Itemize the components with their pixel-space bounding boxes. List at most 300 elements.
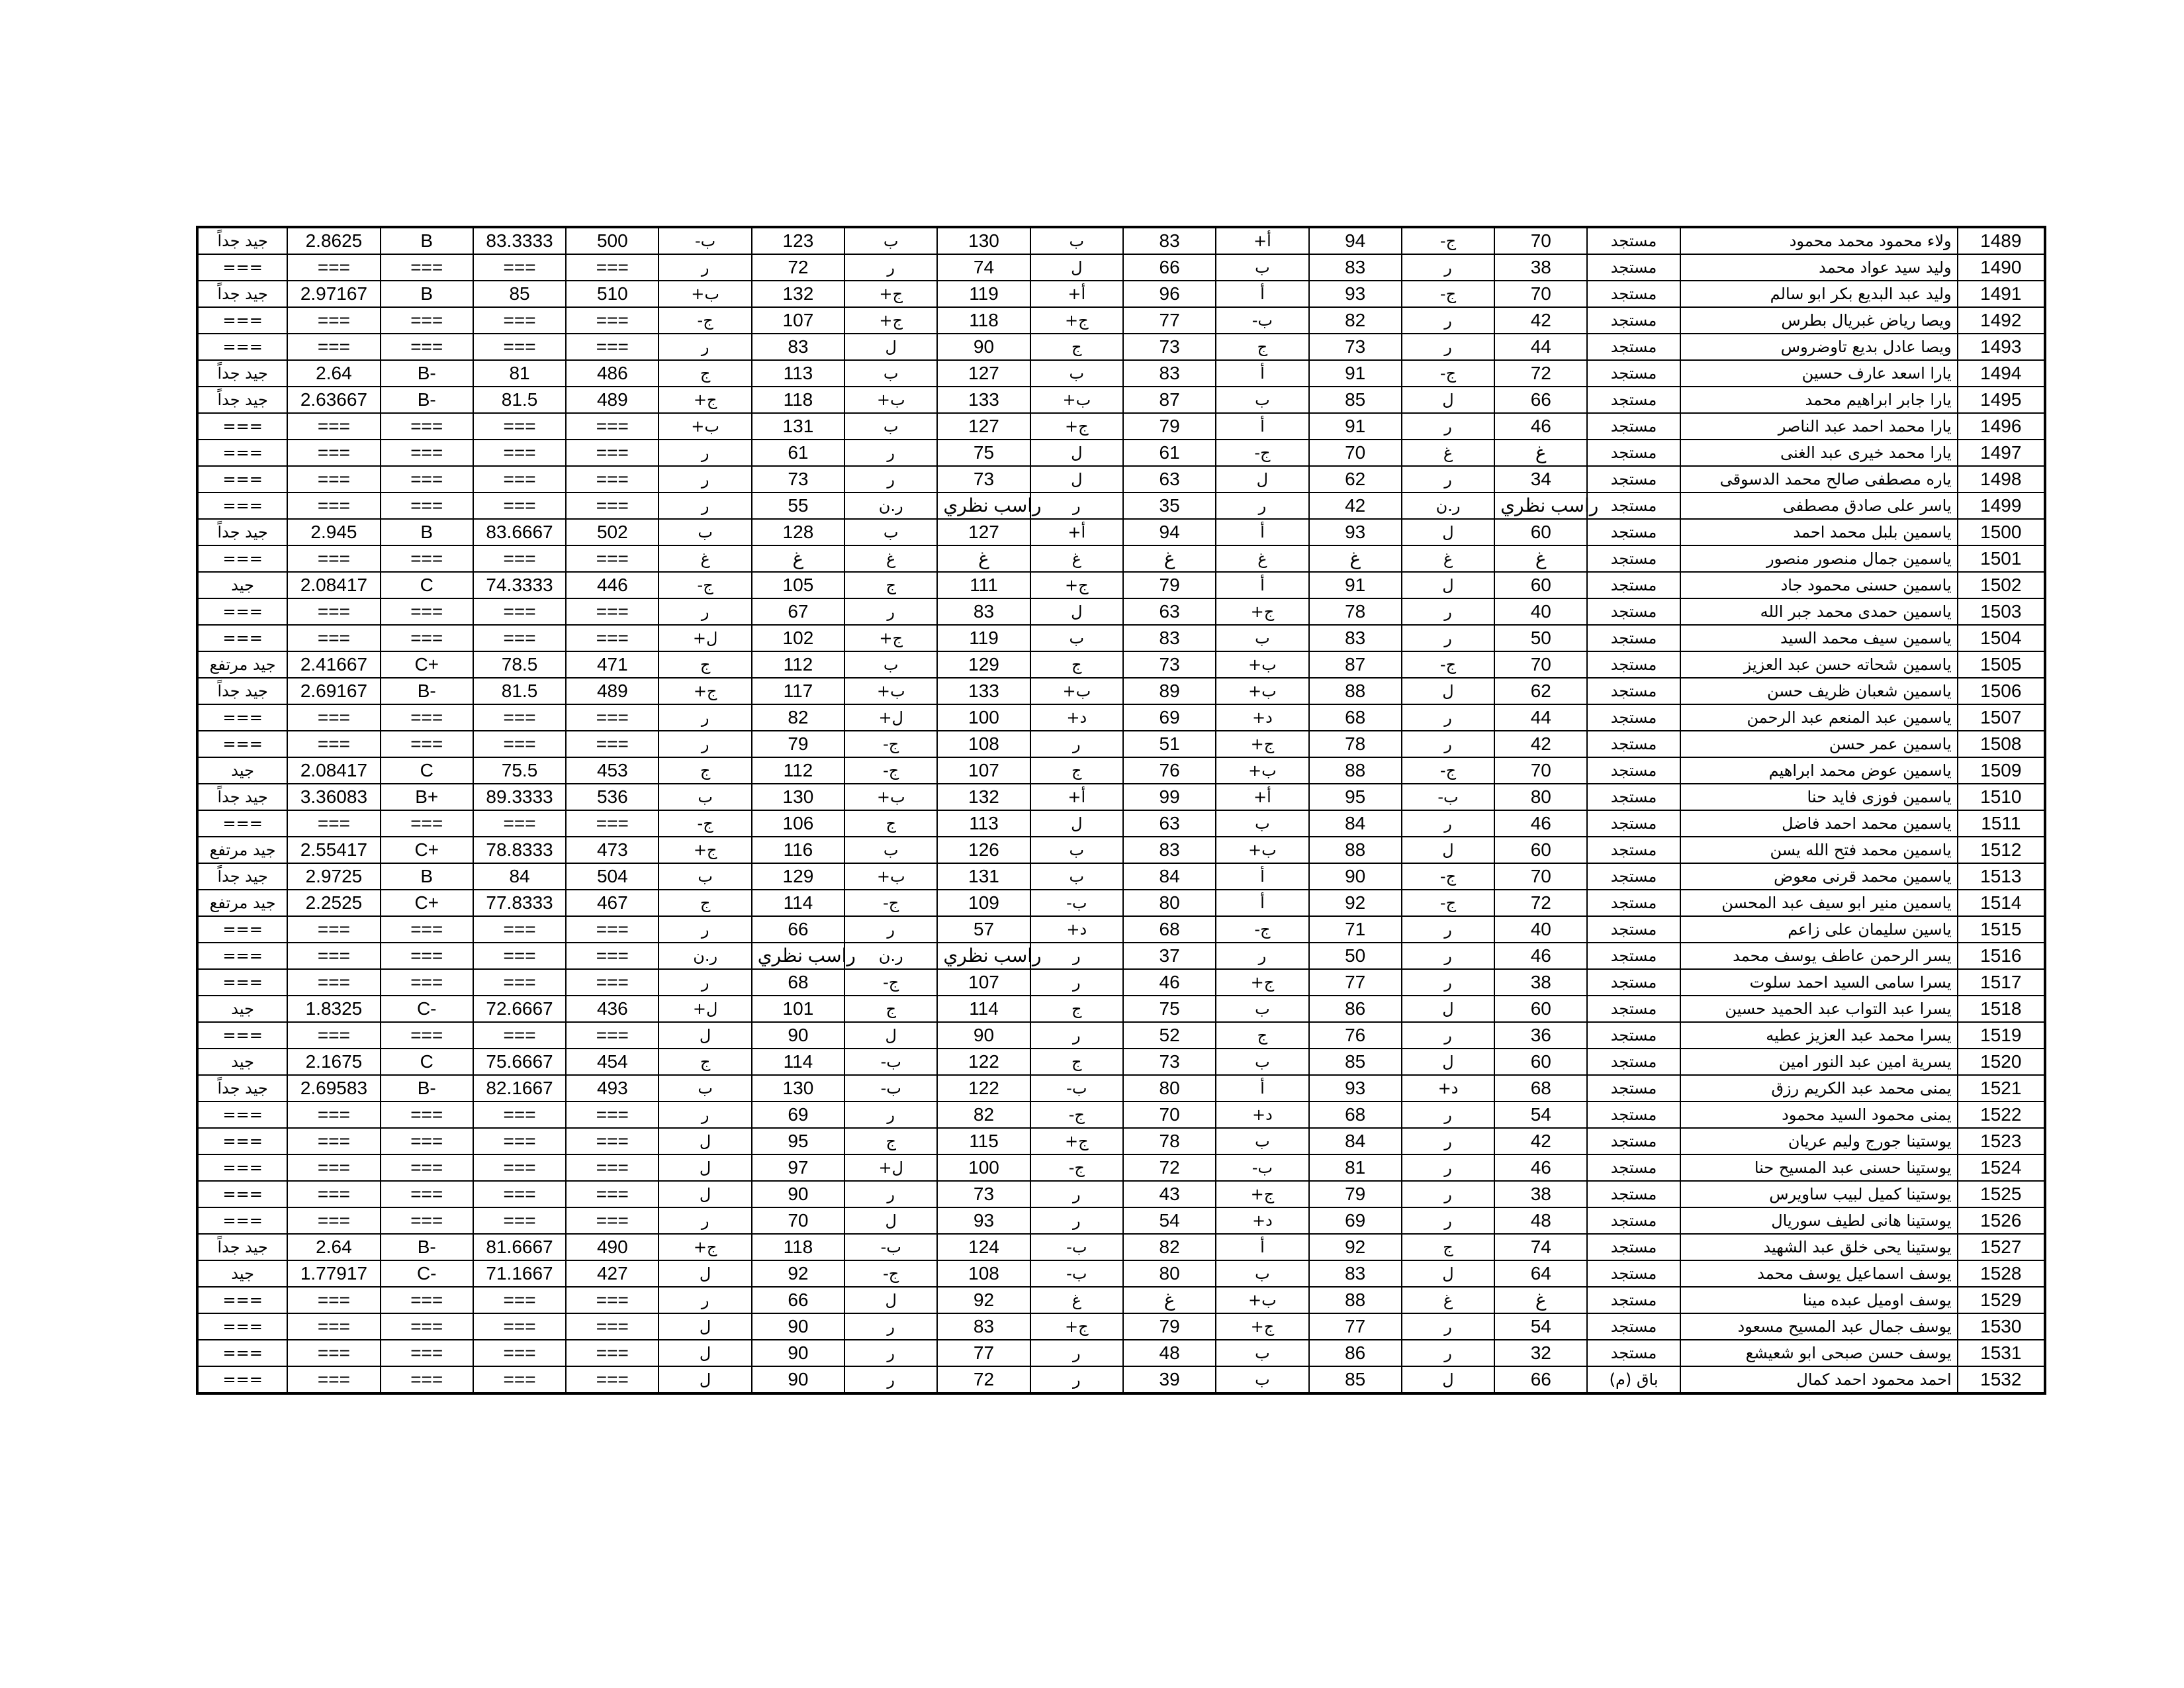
student-name: يسرا سامى السيد احمد سلوت xyxy=(1680,969,1958,996)
subject5-score: 82 xyxy=(752,704,844,731)
gpa: 2.64 xyxy=(287,1234,380,1260)
overall-rating: === xyxy=(197,466,287,492)
subject1-score: 46 xyxy=(1494,943,1587,969)
subject1-score: 62 xyxy=(1494,678,1587,704)
subject3-score: 83 xyxy=(1123,227,1216,254)
subject5-grade: ج xyxy=(659,360,751,387)
subject1-score: 50 xyxy=(1494,625,1587,651)
subject3-score: 79 xyxy=(1123,413,1216,440)
subject5-grade: ج+ xyxy=(659,837,751,863)
table-row xyxy=(197,466,2045,492)
percentage: === xyxy=(473,731,566,757)
subject1-grade: غ xyxy=(1402,440,1494,466)
enrollment-status: مستجد xyxy=(1587,413,1680,440)
subject1-score: 80 xyxy=(1494,784,1587,810)
subject4-grade: ر xyxy=(844,1181,937,1207)
overall-rating: جيد xyxy=(197,996,287,1022)
subject3-score: 73 xyxy=(1123,1049,1216,1075)
subject1-score: 60 xyxy=(1494,996,1587,1022)
subject3-score: 76 xyxy=(1123,757,1216,784)
overall-rating: جيد جداً xyxy=(197,678,287,704)
subject4-grade: ج+ xyxy=(844,307,937,334)
enrollment-status: مستجد xyxy=(1587,254,1680,281)
letter-grade: === xyxy=(381,943,473,969)
subject5-grade: ج+ xyxy=(659,1234,751,1260)
student-name: يسرية امين عبد النور امين xyxy=(1680,1049,1958,1075)
subject1-score: 70 xyxy=(1494,863,1587,890)
enrollment-status: مستجد xyxy=(1587,1313,1680,1340)
student-name: يوستينا جورج وليم عريان xyxy=(1680,1128,1958,1154)
letter-grade: B- xyxy=(381,1234,473,1260)
subject5-score: 90 xyxy=(752,1313,844,1340)
subject3-score: 52 xyxy=(1123,1022,1216,1049)
letter-grade: === xyxy=(381,1128,473,1154)
enrollment-status: مستجد xyxy=(1587,757,1680,784)
total-score: === xyxy=(566,413,659,440)
table-row xyxy=(197,943,2045,969)
subject2-grade: أ xyxy=(1216,1075,1308,1102)
gpa: === xyxy=(287,943,380,969)
gpa: === xyxy=(287,440,380,466)
student-id: 1516 xyxy=(1958,943,2045,969)
subject3-grade: ج xyxy=(1030,757,1123,784)
percentage: === xyxy=(473,704,566,731)
student-id: 1527 xyxy=(1958,1234,2045,1260)
total-score: 427 xyxy=(566,1260,659,1287)
percentage: === xyxy=(473,1366,566,1393)
table-row xyxy=(197,1154,2045,1181)
gpa: === xyxy=(287,704,380,731)
subject1-grade: ر xyxy=(1402,1340,1494,1366)
percentage: === xyxy=(473,916,566,943)
subject4-score: 100 xyxy=(937,704,1030,731)
total-score: === xyxy=(566,1340,659,1366)
grades-table xyxy=(196,226,2046,1395)
student-name: يارا محمد خيرى عبد الغنى xyxy=(1680,440,1958,466)
subject2-grade: ب xyxy=(1216,625,1308,651)
gpa: 2.55417 xyxy=(287,837,380,863)
subject3-score: 51 xyxy=(1123,731,1216,757)
enrollment-status: مستجد xyxy=(1587,863,1680,890)
subject2-grade: ر xyxy=(1216,492,1308,519)
overall-rating: === xyxy=(197,1102,287,1128)
subject3-score: 66 xyxy=(1123,254,1216,281)
subject1-grade: ر xyxy=(1402,1128,1494,1154)
overall-rating: === xyxy=(197,440,287,466)
subject1-score: 38 xyxy=(1494,969,1587,996)
student-id: 1510 xyxy=(1958,784,2045,810)
total-score: === xyxy=(566,1128,659,1154)
subject5-grade: ر xyxy=(659,492,751,519)
table-row xyxy=(197,1260,2045,1287)
subject2-grade: ج- xyxy=(1216,440,1308,466)
subject1-grade: ر xyxy=(1402,254,1494,281)
subject4-grade: ج xyxy=(844,996,937,1022)
subject3-grade: ج+ xyxy=(1030,413,1123,440)
subject3-grade: ب xyxy=(1030,625,1123,651)
subject1-grade: ج- xyxy=(1402,227,1494,254)
subject4-grade: ب xyxy=(844,837,937,863)
subject3-score: 84 xyxy=(1123,863,1216,890)
gpa: === xyxy=(287,969,380,996)
subject3-score: 80 xyxy=(1123,890,1216,916)
subject1-score: 60 xyxy=(1494,837,1587,863)
overall-rating: === xyxy=(197,625,287,651)
total-score: 489 xyxy=(566,678,659,704)
subject1-grade: ج- xyxy=(1402,360,1494,387)
student-id: 1501 xyxy=(1958,545,2045,572)
letter-grade: B- xyxy=(381,360,473,387)
percentage: === xyxy=(473,598,566,625)
student-id: 1514 xyxy=(1958,890,2045,916)
overall-rating: جيد جداً xyxy=(197,227,287,254)
subject4-score: 90 xyxy=(937,334,1030,360)
table-row xyxy=(197,625,2045,651)
enrollment-status: مستجد xyxy=(1587,969,1680,996)
subject5-grade: ل xyxy=(659,1128,751,1154)
gpa: === xyxy=(287,1313,380,1340)
enrollment-status: مستجد xyxy=(1587,598,1680,625)
student-id: 1513 xyxy=(1958,863,2045,890)
total-score: 486 xyxy=(566,360,659,387)
student-name: يوستينا حسنى عبد المسيح حنا xyxy=(1680,1154,1958,1181)
subject5-grade: ر xyxy=(659,1207,751,1234)
subject3-score: غ xyxy=(1123,545,1216,572)
subject2-score: 83 xyxy=(1309,625,1402,651)
subject1-grade: ر xyxy=(1402,810,1494,837)
subject1-score: 44 xyxy=(1494,704,1587,731)
letter-grade: B+ xyxy=(381,784,473,810)
enrollment-status: مستجد xyxy=(1587,227,1680,254)
subject1-grade: ل xyxy=(1402,1366,1494,1393)
subject2-grade: غ xyxy=(1216,545,1308,572)
student-name: يوسف اوميل عبده مينا xyxy=(1680,1287,1958,1313)
subject4-grade: ر xyxy=(844,598,937,625)
student-id: 1525 xyxy=(1958,1181,2045,1207)
enrollment-status: مستجد xyxy=(1587,890,1680,916)
student-name: ياسين سليمان على زاعم xyxy=(1680,916,1958,943)
letter-grade: === xyxy=(381,1181,473,1207)
subject4-grade: ب+ xyxy=(844,863,937,890)
total-score: === xyxy=(566,731,659,757)
letter-grade: C- xyxy=(381,1260,473,1287)
subject3-grade: غ xyxy=(1030,1287,1123,1313)
student-name: وليد عبد البديع بكر ابو سالم xyxy=(1680,281,1958,307)
subject2-score: 73 xyxy=(1309,334,1402,360)
subject1-grade: ج- xyxy=(1402,863,1494,890)
overall-rating: === xyxy=(197,1287,287,1313)
table-row xyxy=(197,413,2045,440)
subject1-grade: د+ xyxy=(1402,1075,1494,1102)
overall-rating: جيد جداً xyxy=(197,863,287,890)
subject3-score: 96 xyxy=(1123,281,1216,307)
subject2-score: 92 xyxy=(1309,1234,1402,1260)
enrollment-status: مستجد xyxy=(1587,334,1680,360)
subject1-grade: ر xyxy=(1402,598,1494,625)
enrollment-status: مستجد xyxy=(1587,1287,1680,1313)
subject4-score: 124 xyxy=(937,1234,1030,1260)
gpa: 2.08417 xyxy=(287,572,380,598)
subject2-grade: ب+ xyxy=(1216,757,1308,784)
subject2-score: غ xyxy=(1309,545,1402,572)
student-id: 1526 xyxy=(1958,1207,2045,1234)
subject4-score: 119 xyxy=(937,281,1030,307)
subject1-grade: ج xyxy=(1402,1234,1494,1260)
subject4-score: 75 xyxy=(937,440,1030,466)
percentage: 75.6667 xyxy=(473,1049,566,1075)
subject2-grade: ل xyxy=(1216,466,1308,492)
overall-rating: === xyxy=(197,413,287,440)
total-score: 467 xyxy=(566,890,659,916)
subject1-grade: ر xyxy=(1402,916,1494,943)
subject1-score: 64 xyxy=(1494,1260,1587,1287)
subject5-grade: ر xyxy=(659,466,751,492)
subject5-score: 90 xyxy=(752,1022,844,1049)
total-score: === xyxy=(566,1154,659,1181)
subject5-grade: ل+ xyxy=(659,996,751,1022)
subject2-grade: ب+ xyxy=(1216,1287,1308,1313)
subject4-grade: ب- xyxy=(844,1075,937,1102)
subject3-score: 68 xyxy=(1123,916,1216,943)
subject1-score: 60 xyxy=(1494,1049,1587,1075)
letter-grade: === xyxy=(381,492,473,519)
letter-grade: B xyxy=(381,281,473,307)
percentage: === xyxy=(473,1207,566,1234)
subject2-score: 94 xyxy=(1309,227,1402,254)
subject4-score: غ xyxy=(937,545,1030,572)
overall-rating: === xyxy=(197,916,287,943)
student-name: يارا اسعد عارف حسين xyxy=(1680,360,1958,387)
gpa: 3.36083 xyxy=(287,784,380,810)
subject5-score: 114 xyxy=(752,890,844,916)
letter-grade: === xyxy=(381,334,473,360)
table-row xyxy=(197,1022,2045,1049)
subject4-score: 57 xyxy=(937,916,1030,943)
letter-grade: === xyxy=(381,1154,473,1181)
enrollment-status: مستجد xyxy=(1587,1207,1680,1234)
subject4-score: 119 xyxy=(937,625,1030,651)
subject1-score: غ xyxy=(1494,545,1587,572)
enrollment-status: مستجد xyxy=(1587,281,1680,307)
letter-grade: === xyxy=(381,1313,473,1340)
total-score: === xyxy=(566,1313,659,1340)
subject5-grade: ج xyxy=(659,890,751,916)
percentage: === xyxy=(473,625,566,651)
enrollment-status: مستجد xyxy=(1587,572,1680,598)
subject2-score: 68 xyxy=(1309,704,1402,731)
subject1-score: 34 xyxy=(1494,466,1587,492)
table-row xyxy=(197,281,2045,307)
subject4-score: 108 xyxy=(937,731,1030,757)
subject5-grade: ل xyxy=(659,1181,751,1207)
subject3-score: 35 xyxy=(1123,492,1216,519)
letter-grade: B xyxy=(381,227,473,254)
total-score: 454 xyxy=(566,1049,659,1075)
subject5-score: 113 xyxy=(752,360,844,387)
subject1-grade: ل xyxy=(1402,387,1494,413)
subject3-grade: أ+ xyxy=(1030,519,1123,545)
student-id: 1529 xyxy=(1958,1287,2045,1313)
subject4-score: 132 xyxy=(937,784,1030,810)
subject5-grade: ل xyxy=(659,1260,751,1287)
subject5-score: 68 xyxy=(752,969,844,996)
gpa: === xyxy=(287,492,380,519)
subject4-score: 108 xyxy=(937,1260,1030,1287)
total-score: === xyxy=(566,969,659,996)
gpa: === xyxy=(287,545,380,572)
subject4-grade: ب+ xyxy=(844,387,937,413)
student-name: يسرا محمد عبد العزيز عطيه xyxy=(1680,1022,1958,1049)
student-name: يوستينا هانى لطيف سوريال xyxy=(1680,1207,1958,1234)
table-row xyxy=(197,1287,2045,1313)
subject4-grade: ل+ xyxy=(844,1154,937,1181)
enrollment-status: مستجد xyxy=(1587,545,1680,572)
subject2-grade: أ xyxy=(1216,519,1308,545)
percentage: 83.3333 xyxy=(473,227,566,254)
subject3-score: 87 xyxy=(1123,387,1216,413)
subject1-score: 68 xyxy=(1494,1075,1587,1102)
percentage: === xyxy=(473,1022,566,1049)
letter-grade: === xyxy=(381,1366,473,1393)
subject4-score: 107 xyxy=(937,969,1030,996)
subject4-score: 83 xyxy=(937,1313,1030,1340)
subject1-score: 70 xyxy=(1494,227,1587,254)
subject2-score: 85 xyxy=(1309,1366,1402,1393)
subject2-score: 76 xyxy=(1309,1022,1402,1049)
gpa: === xyxy=(287,625,380,651)
enrollment-status: مستجد xyxy=(1587,704,1680,731)
subject4-score: راسب نظري xyxy=(937,492,1030,519)
subject3-score: 61 xyxy=(1123,440,1216,466)
percentage: 89.3333 xyxy=(473,784,566,810)
letter-grade: B xyxy=(381,519,473,545)
table-row xyxy=(197,678,2045,704)
subject1-grade: ل xyxy=(1402,519,1494,545)
overall-rating: جيد جداً xyxy=(197,1075,287,1102)
subject3-grade: ر xyxy=(1030,1366,1123,1393)
subject3-grade: ل xyxy=(1030,466,1123,492)
percentage: === xyxy=(473,1128,566,1154)
student-id: 1496 xyxy=(1958,413,2045,440)
subject2-grade: أ xyxy=(1216,413,1308,440)
total-score: 436 xyxy=(566,996,659,1022)
percentage: === xyxy=(473,307,566,334)
subject3-grade: ر xyxy=(1030,1207,1123,1234)
letter-grade: C xyxy=(381,1049,473,1075)
overall-rating: جيد مرتفع xyxy=(197,837,287,863)
subject1-score: 74 xyxy=(1494,1234,1587,1260)
subject5-score: 117 xyxy=(752,678,844,704)
student-name: يوستينا كميل لبيب ساويرس xyxy=(1680,1181,1958,1207)
subject2-grade: ج xyxy=(1216,334,1308,360)
student-name: ياسمين حسنى محمود جاد xyxy=(1680,572,1958,598)
letter-grade: === xyxy=(381,545,473,572)
subject4-score: 111 xyxy=(937,572,1030,598)
subject2-score: 85 xyxy=(1309,387,1402,413)
subject1-score: 48 xyxy=(1494,1207,1587,1234)
student-name: ياسمين عمر حسن xyxy=(1680,731,1958,757)
subject3-grade: ب+ xyxy=(1030,678,1123,704)
letter-grade: === xyxy=(381,731,473,757)
subject2-grade: ب xyxy=(1216,1128,1308,1154)
table-body xyxy=(197,227,2045,1393)
subject4-score: 93 xyxy=(937,1207,1030,1234)
subject2-grade: ب- xyxy=(1216,1154,1308,1181)
total-score: 502 xyxy=(566,519,659,545)
subject1-score: 40 xyxy=(1494,598,1587,625)
subject1-grade: ج- xyxy=(1402,281,1494,307)
subject2-grade: ب xyxy=(1216,254,1308,281)
subject3-score: 63 xyxy=(1123,810,1216,837)
student-name: احمد محمود احمد كمال xyxy=(1680,1366,1958,1393)
percentage: 81 xyxy=(473,360,566,387)
table-row xyxy=(197,1313,2045,1340)
subject4-grade: ج+ xyxy=(844,625,937,651)
subject4-score: 131 xyxy=(937,863,1030,890)
subject4-grade: ب+ xyxy=(844,784,937,810)
subject4-grade: ر xyxy=(844,1102,937,1128)
overall-rating: جيد جداً xyxy=(197,519,287,545)
gpa: === xyxy=(287,1340,380,1366)
subject4-score: 73 xyxy=(937,1181,1030,1207)
student-id: 1523 xyxy=(1958,1128,2045,1154)
letter-grade: === xyxy=(381,969,473,996)
subject2-score: 91 xyxy=(1309,360,1402,387)
subject1-grade: ل xyxy=(1402,678,1494,704)
total-score: === xyxy=(566,943,659,969)
letter-grade: === xyxy=(381,1022,473,1049)
student-id: 1532 xyxy=(1958,1366,2045,1393)
enrollment-status: مستجد xyxy=(1587,1102,1680,1128)
letter-grade: C+ xyxy=(381,651,473,678)
overall-rating: === xyxy=(197,943,287,969)
subject1-grade: ر xyxy=(1402,334,1494,360)
subject1-grade: ر.ن xyxy=(1402,492,1494,519)
subject3-grade: ب xyxy=(1030,227,1123,254)
student-name: يمنى محمد عبد الكريم رزق xyxy=(1680,1075,1958,1102)
subject1-grade: ر xyxy=(1402,466,1494,492)
total-score: 489 xyxy=(566,387,659,413)
total-score: === xyxy=(566,334,659,360)
student-id: 1502 xyxy=(1958,572,2045,598)
subject4-grade: ب- xyxy=(844,1049,937,1075)
enrollment-status: مستجد xyxy=(1587,1260,1680,1287)
subject2-score: 71 xyxy=(1309,916,1402,943)
subject1-grade: غ xyxy=(1402,545,1494,572)
subject5-score: 114 xyxy=(752,1049,844,1075)
subject3-grade: ج- xyxy=(1030,1102,1123,1128)
subject1-grade: ر xyxy=(1402,1102,1494,1128)
enrollment-status: مستجد xyxy=(1587,492,1680,519)
table-row xyxy=(197,863,2045,890)
subject1-grade: ر xyxy=(1402,1022,1494,1049)
gpa: 2.63667 xyxy=(287,387,380,413)
subject2-score: 78 xyxy=(1309,731,1402,757)
student-id: 1521 xyxy=(1958,1075,2045,1102)
subject4-grade: ل xyxy=(844,1022,937,1049)
subject1-score: 42 xyxy=(1494,307,1587,334)
subject3-score: 63 xyxy=(1123,466,1216,492)
subject4-grade: ل xyxy=(844,334,937,360)
gpa: 2.2525 xyxy=(287,890,380,916)
subject1-grade: ل xyxy=(1402,1049,1494,1075)
subject5-grade: ب+ xyxy=(659,413,751,440)
subject2-score: 69 xyxy=(1309,1207,1402,1234)
percentage: === xyxy=(473,1313,566,1340)
subject2-grade: ب+ xyxy=(1216,678,1308,704)
subject4-grade: ب xyxy=(844,519,937,545)
enrollment-status: مستجد xyxy=(1587,1340,1680,1366)
